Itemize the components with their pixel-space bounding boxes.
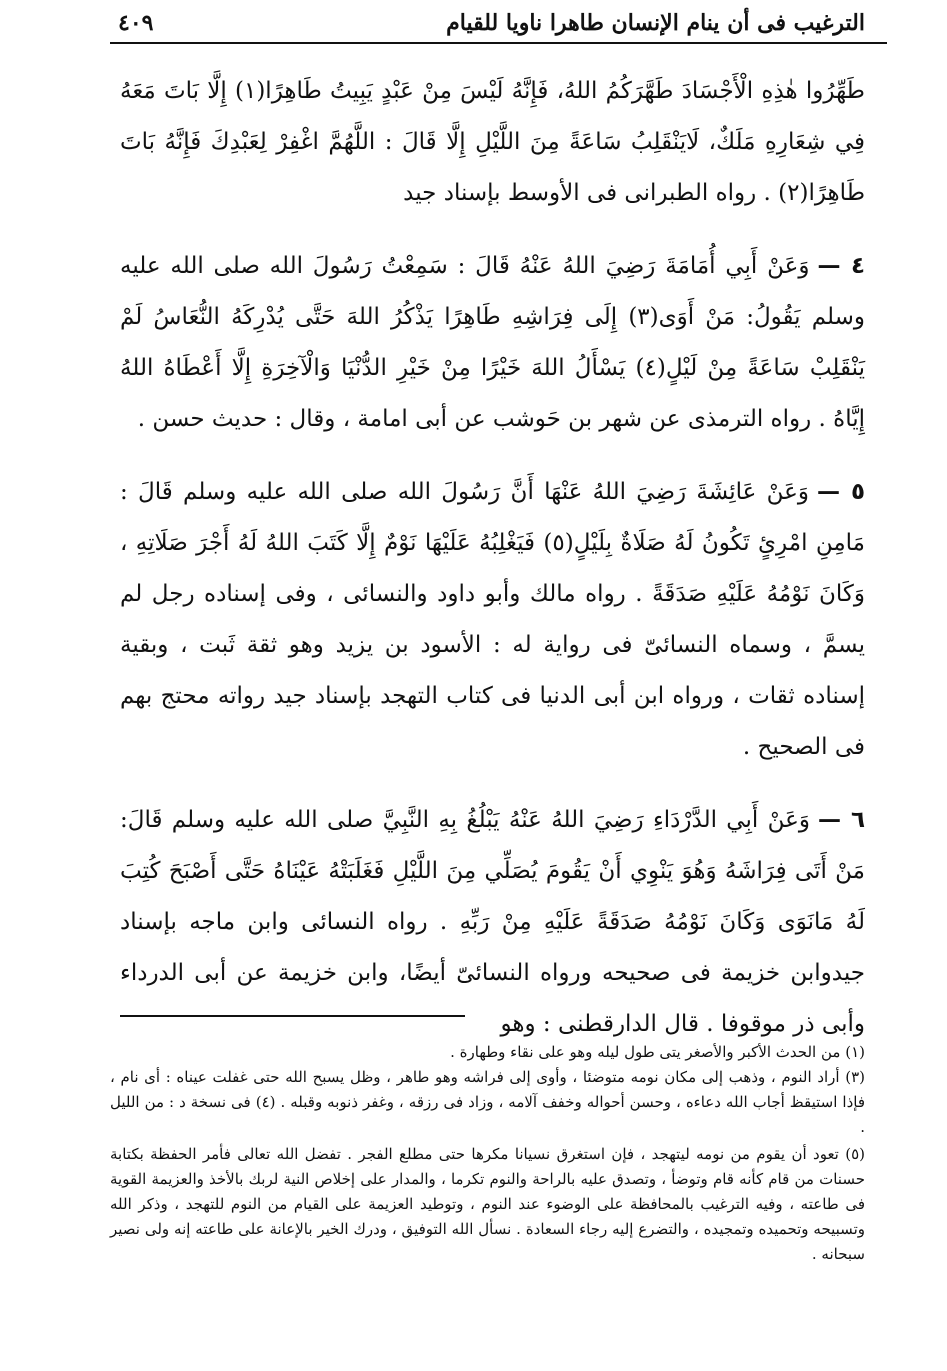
paragraph-text: وَعَنْ عَائِشَةَ رَضِيَ اللهُ عَنْهَا أَنَّ رَسُولَ الله صلى الله عليه وسلم قَالَ : مَامِنِ امْرِئٍ تَكُونُ لَهُ صَلَاةٌ بِلَيْلٍ(٥) فَيَغْلِبُهُ عَلَيْهَا نَوْمٌ إِلَّا كَتَبَ اللهُ لَهُ أَجْرَ صَلَاتِهِ ، وَكَانَ نَوْمُهُ عَلَيْهِ صَدَقَةً . رواه مالك وأبو داود والنسائى ، وفى إسناده رجل لم يسمَّ ، وسماه النسائىّ فى رواية له : الأسود بن يزيد وهو ثقة ثَبت ، وبقية إسناده ثقات ، ورواه ابن أبى الدنيا فى كتاب التهجد بإسناد جيد رواته محتج بهم فى الصحيح . [120, 479, 865, 760]
hadith-5 [120, 467, 865, 773]
footnote-5: (٥) تعود أن يقوم من نومه ليتهجد ، فإن استغرق نسيانا مكرها حتى مطلع الفجر . تفضل الله تعالى فأمر الحفظة بكتابة حسنات من قام كأنه قام وتوضأ ، وتصدق عليه بالراحة والنوم تكرما ، والمدار على إخلاص النية لربك بالأخذ والعزيمة القوية فى طاعته ، وفيه الترغيب بالمحافظة على الوضوء عند النوم ، وتوطيد العزيمة على القيام من النوم للتهجد ، وذكر الله وتسبيحه وتحميده وتمجيده ، والتضرع إليه رجاء السعادة . نسأل الله التوفيق ، ودرك الخير بالإعانة على طاعته إنه ولى نصير سبحانه . [110, 1145, 865, 1263]
footnote-3: (٣) أراد النوم ، وذهب إلى مكان نومه متوضئا ، وأوى إلى فراشه وهو طاهر ، وظل يسبح الله حتى غفلت عيناه : أى نام ، فإذا استيقظ أجاب الله دعاءه ، وحسن أحواله وخفف آلامه ، وزاد فى رزقه ، وغفر ذنوبه وقبله . (٤) فى نسخة د : من الليل . [110, 1068, 865, 1136]
running-header [118, 6, 865, 40]
hadith-6 [120, 795, 865, 1050]
hadith-number: ٥ — [816, 479, 865, 505]
hadith-number: ٤ — [817, 253, 865, 279]
hadith-4 [120, 241, 865, 445]
footnotes [110, 1040, 865, 1267]
header-rule [110, 42, 887, 44]
main-text [120, 66, 865, 1072]
paragraph-text: وَعَنْ أَبِي أُمَامَةَ رَضِيَ اللهُ عَنْهُ قَالَ : سَمِعْتُ رَسُولَ الله صلى الله عليه وسلم يَقُولُ: مَنْ أَوَى(٣) إِلَى فِرَاشِهِ طَاهِرًا يَذْكُرُ اللهَ حَتَّى يُدْرِكَهُ النُّعَاسُ لَمْ يَنْقَلِبْ سَاعَةً مِنْ لَيْلٍ(٤) يَسْأَلُ اللهَ خَيْرًا مِنْ خَيْرِ الدُّنْيَا وَالْآخِرَةِ إِلَّا أَعْطَاهُ اللهُ إِيَّاهُ . رواه الترمذى عن شهر بن حَوشب عن أبى امامة ، وقال : حديث حسن . [120, 253, 865, 432]
footnote-rule [120, 1015, 465, 1017]
paragraph-text: وَعَنْ أَبِي الدَّرْدَاءِ رَضِيَ اللهُ عَنْهُ يَبْلُغُ بِهِ النَّبِيَّ صلى الله عليه وسلم قَالَ: مَنْ أَتَى فِرَاشَهُ وَهُوَ يَنْوِي أَنْ يَقُومَ يُصَلِّي مِنَ اللَّيْلِ فَغَلَبَتْهُ عَيْنَاهُ حَتَّى أَصْبَحَ كُتِبَ لَهُ مَانَوَى وَكَانَ نَوْمُهُ صَدَقَةً عَلَيْهِ مِنْ رَبِّهِ . رواه النسائى وابن ماجه بإسناد جيدوابن خزيمة فى صحيحه ورواه النسائىّ أيضًا، وابن خزيمة عن أبى الدرداء وأبى ذر موقوفا . قال الدارقطنى : وهو [120, 807, 865, 1037]
paragraph-text: طَهِّرُوا هٰذِهِ الْأَجْسَادَ طَهَّرَكُمُ اللهُ، فَإِنَّهُ لَيْسَ مِنْ عَبْدٍ يَبِيتُ طَاهِرًا(١) إِلَّا بَاتَ مَعَهُ فِي شِعَارِهِ مَلَكٌ، لَايَنْقَلِبُ سَاعَةً مِنَ اللَّيْلِ إِلَّا قَالَ : اللَّهُمَّ اغْفِرْ لِعَبْدِكَ فَإِنَّهُ بَاتَ طَاهِرًا(٢) . رواه الطبرانى فى الأوسط بإسناد جيد [120, 78, 865, 206]
hadith-number: ٦ — [817, 807, 865, 833]
paragraph-continuation [120, 66, 865, 219]
footnote-1: (١) من الحدث الأكبر والأصغر يتى طول ليله وهو على نقاء وطهارة . [450, 1043, 865, 1061]
running-title: الترغيب فى أن ينام الإنسان طاهرا ناويا للقيام [446, 10, 865, 36]
page-number: ٤٠٩ [118, 10, 154, 36]
